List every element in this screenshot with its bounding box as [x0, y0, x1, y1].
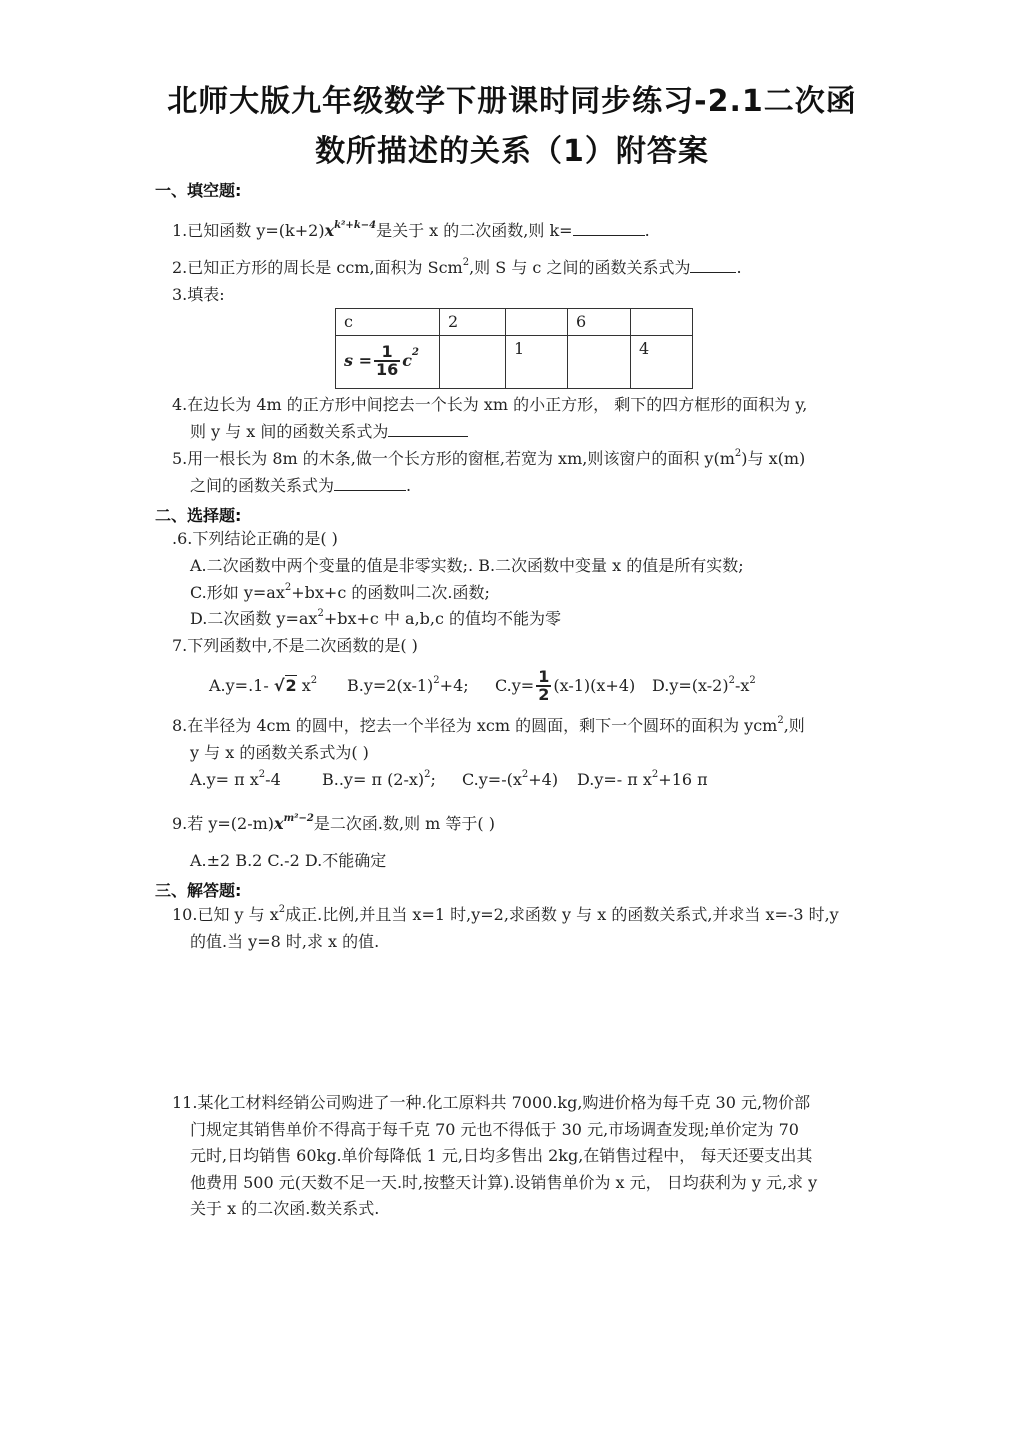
table-row: [336, 336, 693, 389]
question-11-line3: 元时,日均销售 60kg.单价每降低 1 元,日均多售出 2kg,在销售过程中， 每天还要支出其: [190, 1146, 813, 1165]
question-9-options: A.±2 B.2 C.-2 D.不能确定: [190, 851, 387, 870]
table-row-label: s = $\frac{1}{16}$ c 2: [336, 336, 440, 389]
question-8-option-c: $C.y=-(x^2+4)$: [462, 769, 559, 789]
section-multiple-choice: 二、选择题:: [155, 506, 242, 525]
table-cell[interactable]: [440, 336, 506, 389]
question-5-line2: 之间的函数关系式为 .: [190, 476, 412, 495]
question-4-line2: 则 y 与 x 间的函数关系式为: [190, 422, 468, 442]
table-cell: 6: [568, 309, 631, 336]
fill-table: [335, 308, 693, 389]
table-cell: 2: [440, 309, 506, 336]
section-fill-in: 一、填空题:: [155, 181, 242, 200]
question-6: .6.下列结论正确的是( ): [172, 529, 338, 548]
page-title-line2: 数所描述的关系（1）附答案: [315, 134, 709, 169]
question-7-option-b: $B.y=2(x-1)^2+4$;: [347, 675, 469, 695]
table-cell: c: [336, 309, 440, 336]
question-7-option-c: C.y= $\frac{1}{2}$ (x-1)(x+4): [495, 667, 636, 704]
table-cell: 1: [506, 336, 568, 389]
question-8-option-a: A.y= π $x^2-4$: [190, 769, 281, 789]
page-title-line1: 北师大版九年级数学下册课时同步练习-2.1二次函: [167, 84, 857, 119]
question-7-option-d: $D.y=(x-2)^2-x^2$: [652, 675, 756, 695]
question-5-line1: 5.用一根长为 8m 的木条,做一个长方形的窗框,若宽为 xm,则该窗户的面积 $y(m^2)$与 x(m): [172, 448, 806, 468]
question-6-option-c: C.形如 $y=ax^2+bx+c$ 的函数叫二次.函数;: [190, 582, 490, 602]
question-4-line1: 4.在边长为 4m 的正方形中间挖去一个长为 xm 的小正方形， 剩下的四方框形的面积为 y,: [172, 395, 808, 414]
table-cell: [506, 309, 568, 336]
section-solutions: 三、解答题:: [155, 881, 242, 900]
question-6-option-d: D.二次函数 $y=ax^2+bx+c$ 中 a,b,c 的值均不能为零: [190, 608, 562, 628]
question-10-line1: 10.已知 y 与 $x^2$成正.比例,并且当 x=1 时,y=2,求函数 y 与 x 的函数关系式,并求当 x=-3 时,y: [172, 904, 839, 924]
table-cell[interactable]: [568, 336, 631, 389]
question-11-line2: 门规定其销售单价不得高于每千克 70 元也不得低于 30 元,市场调查发现;单价定为 70: [190, 1120, 799, 1139]
question-3: 3.填表:: [172, 285, 225, 304]
question-11-line4: 他费用 500 元(天数不足一天.时,按整天计算).设销售单价为 x 元， 日均获利为 y 元,求 y: [190, 1173, 818, 1192]
table-row: [336, 309, 693, 336]
answer-blank-2[interactable]: [690, 258, 736, 273]
question-11-line5: 关于 x 的二次函.数关系式.: [190, 1199, 380, 1218]
answer-blank-4[interactable]: [388, 422, 468, 437]
question-8-option-d: D.y=- π $x^2+16$ π: [577, 769, 708, 789]
question-1: 1.已知函数 $y=(k+2)x^{k^2+k-4}$是关于 x 的二次函数,则 k= .: [172, 220, 650, 240]
question-10-line2: 的值.当 y=8 时,求 x 的值.: [190, 932, 380, 951]
answer-blank-5[interactable]: [334, 476, 406, 491]
question-7: 7.下列函数中,不是二次函数的是( ): [172, 636, 418, 655]
question-8-line2: y 与 x 的函数关系式为( ): [190, 743, 369, 762]
table-cell: [631, 309, 693, 336]
question-9: 9.若 $y=(2-m)x^{m^2-2}$是二次函.数,则 m 等于( ): [172, 813, 495, 833]
question-8-option-b: B..y= π $(2-x)^2$;: [322, 769, 436, 789]
question-6-options-ab: A.二次函数中两个变量的值是非零实数;. B.二次函数中变量 x 的值是所有实数;: [190, 556, 744, 575]
answer-blank-1[interactable]: [573, 221, 645, 236]
question-7-option-a: A.y=.1- √2 $x^2$: [209, 675, 318, 695]
question-11-line1: 11.某化工材料经销公司购进了一种.化工原料共 7000.kg,购进价格为每千克 30 元,物价部: [172, 1093, 811, 1112]
table-cell: 4: [631, 336, 693, 389]
question-2: 2.已知正方形的周长是 ccm,面积为 Scm$^2$,则 S 与 c 之间的函数关系式为 .: [172, 257, 742, 277]
question-8-line1: 8.在半径为 4cm 的圆中，挖去一个半径为 xcm 的圆面，剩下一个圆环的面积为 ycm$^2$,则: [172, 715, 805, 735]
